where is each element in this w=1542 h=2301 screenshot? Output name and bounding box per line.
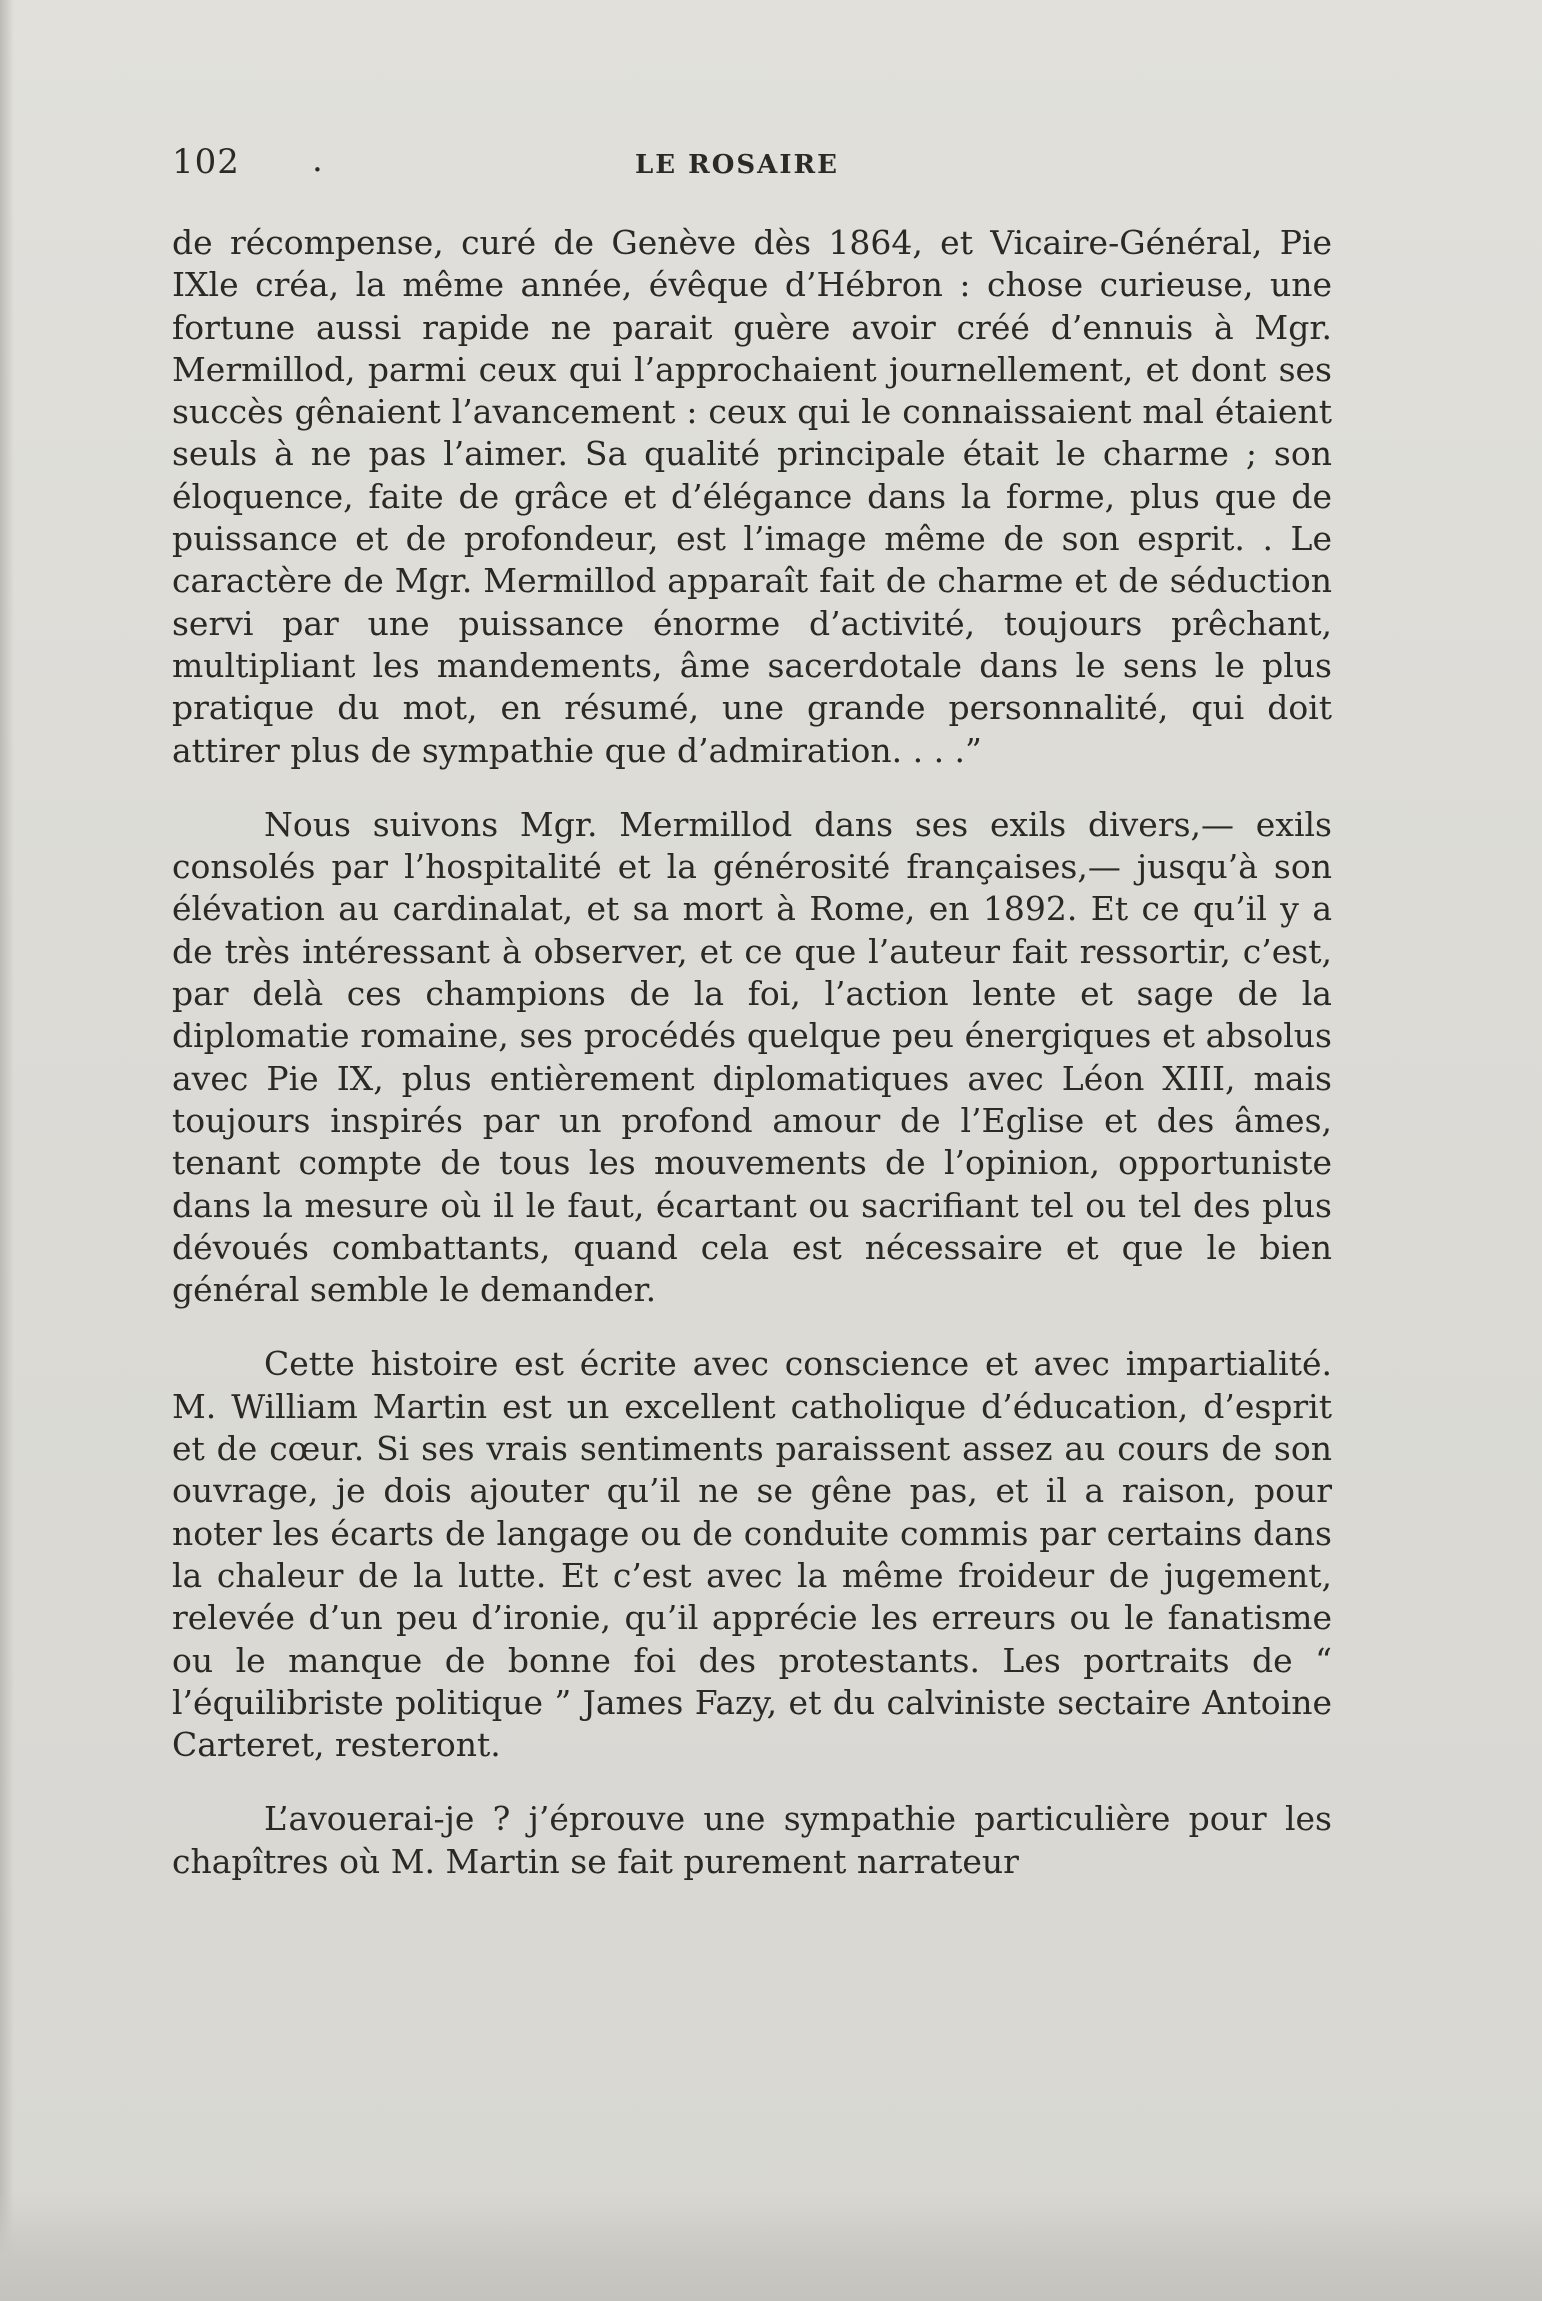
- paragraph: L’avouerai-je ? j’éprouve une sympathie particulière pour les chapîtres où M. Martin se fait purement narrateur: [172, 1799, 1332, 1881]
- page-number: 102: [172, 142, 240, 182]
- body-text: [172, 222, 1332, 1883]
- paragraph: Cette histoire est écrite avec conscience et avec impartialité. M. William Martin est un excellent catholique d’éducation, d’esprit et de cœur. Si ses vrais sentiments paraissent assez au cours de son ouvrage, je dois ajouter qu’il ne se gêne pas, et il a raison, pour noter les écarts de langage ou de conduite commis par certains dans la chaleur de la lutte. Et c’est avec la même froideur de jugement, relevée d’un peu d’ironie, qu’il apprécie les erreurs ou le fanatisme ou le manque de bonne foi des protestants. Les portraits de “ l’équilibriste politique ” James Fazy, et du calviniste sectaire Antoine Carteret, resteront.: [172, 1344, 1332, 1765]
- header-dot: .: [312, 140, 323, 180]
- paragraph-continued: de récompense, curé de Genève dès 1864, et Vicaire-Général, Pie IXle créa, la même année, évêque d’Hébron : chose curieuse, une fortune aussi rapide ne parait guère avoir créé d’ennuis à Mgr. Mermillod, parmi ceux qui l’approchaient journellement, et dont ses succès gênaient l’avancement : ceux qui le connaissaient mal étaient seuls à ne pas l’aimer. Sa qualité principale était le charme ; son éloquence, faite de grâce et d’élégance dans la forme, plus que de puissance et de profondeur, est l’image même de son esprit. . Le caractère de Mgr. Mermillod apparaît fait de charme et de séduction servi par une puissance énorme d’activité, toujours prêchant, multipliant les mandements, âme sacerdotale dans le sens le plus pratique du mot, en résumé, une grande personnalité, qui doit attirer plus de sympathie que d’admiration. . . .”: [172, 223, 1332, 770]
- running-title: LE ROSAIRE: [635, 150, 839, 180]
- paragraph: Nous suivons Mgr. Mermillod dans ses exils divers,— exils consolés par l’hospitalité et la générosité françaises,— jusqu’à son élévation au cardinalat, et sa mort à Rome, en 1892. Et ce qu’il y a de très intéressant à observer, et ce que l’auteur fait ressortir, c’est, par delà ces champions de la foi, l’action lente et sage de la diplomatie romaine, ses procédés quelque peu énergiques et absolus avec Pie IX, plus entièrement diplomatiques avec Léon XIII, mais toujours inspirés par un profond amour de l’Eglise et des âmes, tenant compte de tous les mouvements de l’opinion, opportuniste dans la mesure où il le faut, écartant ou sacrifiant tel ou tel des plus dévoués combattants, quand cela est nécessaire et que le bien général semble le demander.: [172, 804, 1332, 1310]
- page-header: [172, 142, 1332, 192]
